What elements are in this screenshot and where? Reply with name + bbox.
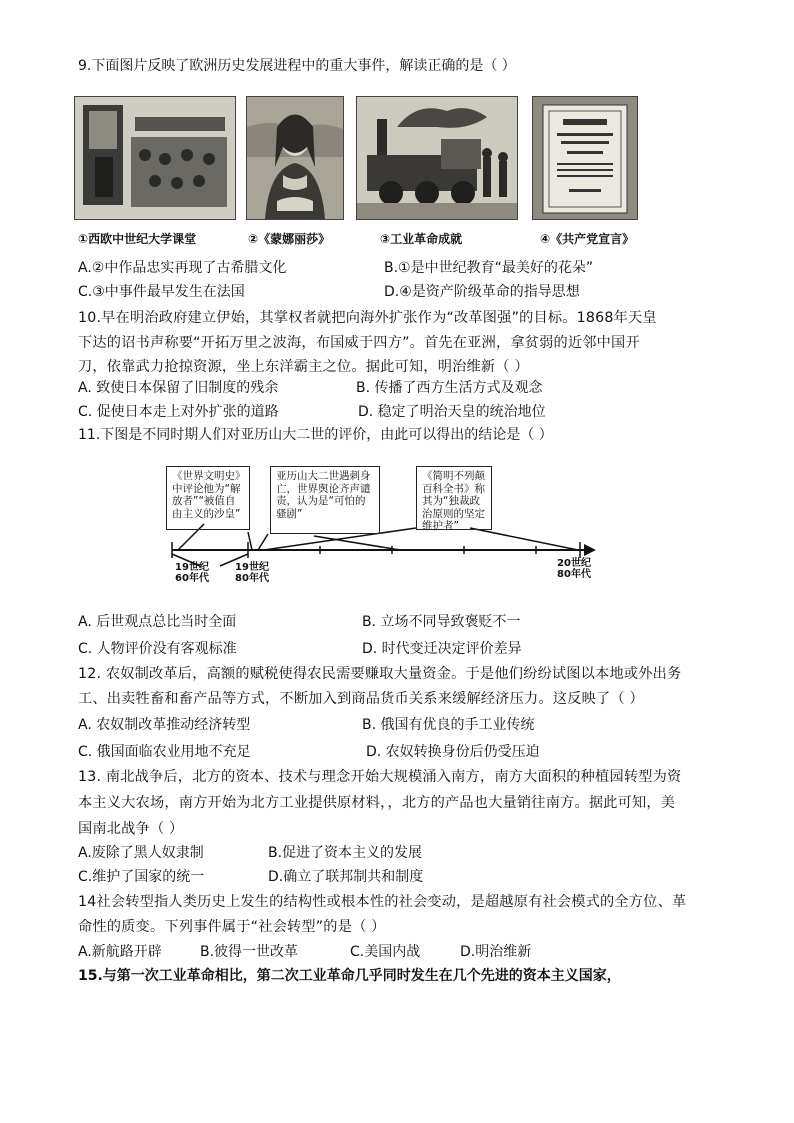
- caption-2: ②《蒙娜丽莎》: [248, 232, 331, 246]
- q14-option-a: A.新航路开辟: [78, 944, 162, 960]
- q10-line: 10.早在明治政府建立伊始，其掌权者就把向海外扩张作为“改革图强”的目标。1868年天皇: [78, 310, 657, 326]
- q13-option-b: B.促进了资本主义的发展: [268, 845, 423, 861]
- q14-line: 命性的质变。下列事件属于“社会转型”的是（ ）: [78, 919, 386, 935]
- caption-3: ③工业革命成就: [380, 232, 463, 246]
- q14-stem: [78, 890, 720, 940]
- timeline-box-2: 亚历山大二世遇刺身亡，世界舆论齐声谴责，认为是“可怕的骚剧”: [270, 466, 380, 534]
- q9-stem: 9.下面图片反映了欧洲历史发展进程中的重大事件，解读正确的是（ ）: [78, 58, 516, 74]
- q10-option-d: D. 稳定了明治天皇的统治地位: [358, 404, 546, 420]
- q15-stem: 15.与第一次工业革命相比，第二次工业革命几乎同时发生在几个先进的资本主义国家，: [78, 968, 621, 984]
- q12-line: 工、出卖牲畜和畜产品等方式，不断加入到商品货币关系来缓解经济压力。这反映了（ ）: [78, 690, 644, 707]
- caption-1: ①西欧中世纪大学课堂: [78, 232, 197, 246]
- timeline-box-1: 《世界文明史》中评论他为“解放者”“被值自由主义的沙皇”: [166, 466, 250, 530]
- image-medieval-university: [74, 96, 236, 220]
- q12-option-b: B. 俄国有优良的手工业传统: [362, 717, 535, 733]
- timeline-box-3: 《简明不列颠百科全书》称其为“独裁政治原则的坚定维护者”: [416, 466, 492, 530]
- q12-option-d: D. 农奴转换身份后仍受压迫: [366, 744, 540, 760]
- q10-stem: [78, 306, 720, 380]
- timeline-label-1: 19世纪 60年代: [175, 562, 209, 584]
- timeline-label-3: 20世纪 80年代: [557, 558, 591, 580]
- caption-4: ④《共产党宣言》: [540, 232, 635, 246]
- q10-option-a: A. 致使日本保留了旧制度的残余: [78, 380, 279, 396]
- q12-line: 12. 农奴制改革后，高额的赋税使得农民需要赚取大量资金。于是他们纷纷试图以本地或外出务: [78, 666, 682, 682]
- q9-option-a: A.②中作品忠实再现了古希腊文化: [78, 260, 287, 276]
- q9-option-d: D.④是资产阶级革命的指导思想: [384, 284, 580, 300]
- q13-option-d: D.确立了联邦制共和制度: [268, 869, 424, 885]
- q11-option-d: D. 时代变迁决定评价差异: [362, 641, 522, 657]
- q11-option-b: B. 立场不同导致褒贬不一: [362, 614, 521, 630]
- q12-stem: [78, 662, 720, 711]
- image-industrial-revolution: [356, 96, 518, 220]
- timeline-label-2: 19世纪 80年代: [235, 562, 269, 584]
- q10-option-c: C. 促使日本走上对外扩张的道路: [78, 404, 279, 420]
- q13-line: 国南北战争（ ）: [78, 821, 184, 837]
- q11-option-a: A. 后世观点总比当时全面: [78, 614, 237, 630]
- q13-line: 本主义大农场，南方开始为北方工业提供原材料，，北方的产品也大量销往南方。据此可知，美: [78, 795, 676, 811]
- q14-line: 14社会转型指人类历史上发生的结构性或根本性的社会变动，是超越原有社会模式的全方位、革: [78, 894, 687, 910]
- q13-option-c: C.维护了国家的统一: [78, 869, 205, 885]
- q14-option-c: C.美国内战: [350, 944, 421, 960]
- q14-option-b: B.彼得一世改革: [200, 944, 299, 960]
- q13-stem: [78, 764, 720, 842]
- timeline-figure: [160, 462, 600, 590]
- image-mona-lisa: [246, 96, 344, 220]
- q10-option-b: B. 传播了西方生活方式及观念: [356, 380, 543, 396]
- q9-option-c: C.③中事件最早发生在法国: [78, 284, 245, 300]
- q11-stem: 11.下图是不同时期人们对亚历山大二世的评价，由此可以得出的结论是（ ）: [78, 427, 553, 443]
- image-communist-manifesto: [532, 96, 638, 220]
- q14-option-d: D.明治维新: [460, 944, 532, 960]
- q12-option-a: A. 农奴制改革推动经济转型: [78, 717, 251, 733]
- q10-line: 下达的诏书声称要“开拓万里之波海，布国威于四方”。首先在亚洲，拿贫弱的近邻中国开: [78, 334, 640, 351]
- q11-option-c: C. 人物评价没有客观标准: [78, 641, 237, 657]
- q13-option-a: A.废除了黑人奴隶制: [78, 845, 204, 861]
- q9-option-b: B.①是中世纪教育“最美好的花朵”: [384, 260, 594, 276]
- q13-line: 13. 南北战争后，北方的资本、技术与理念开始大规模涌入南方，南方大面积的种植园转型为资: [78, 769, 682, 785]
- q10-line: 刀，依靠武力抢掠资源，坐上东洋霸主之位。据此可知，明治维新（ ）: [78, 359, 529, 375]
- q12-option-c: C. 俄国面临农业用地不充足: [78, 744, 251, 760]
